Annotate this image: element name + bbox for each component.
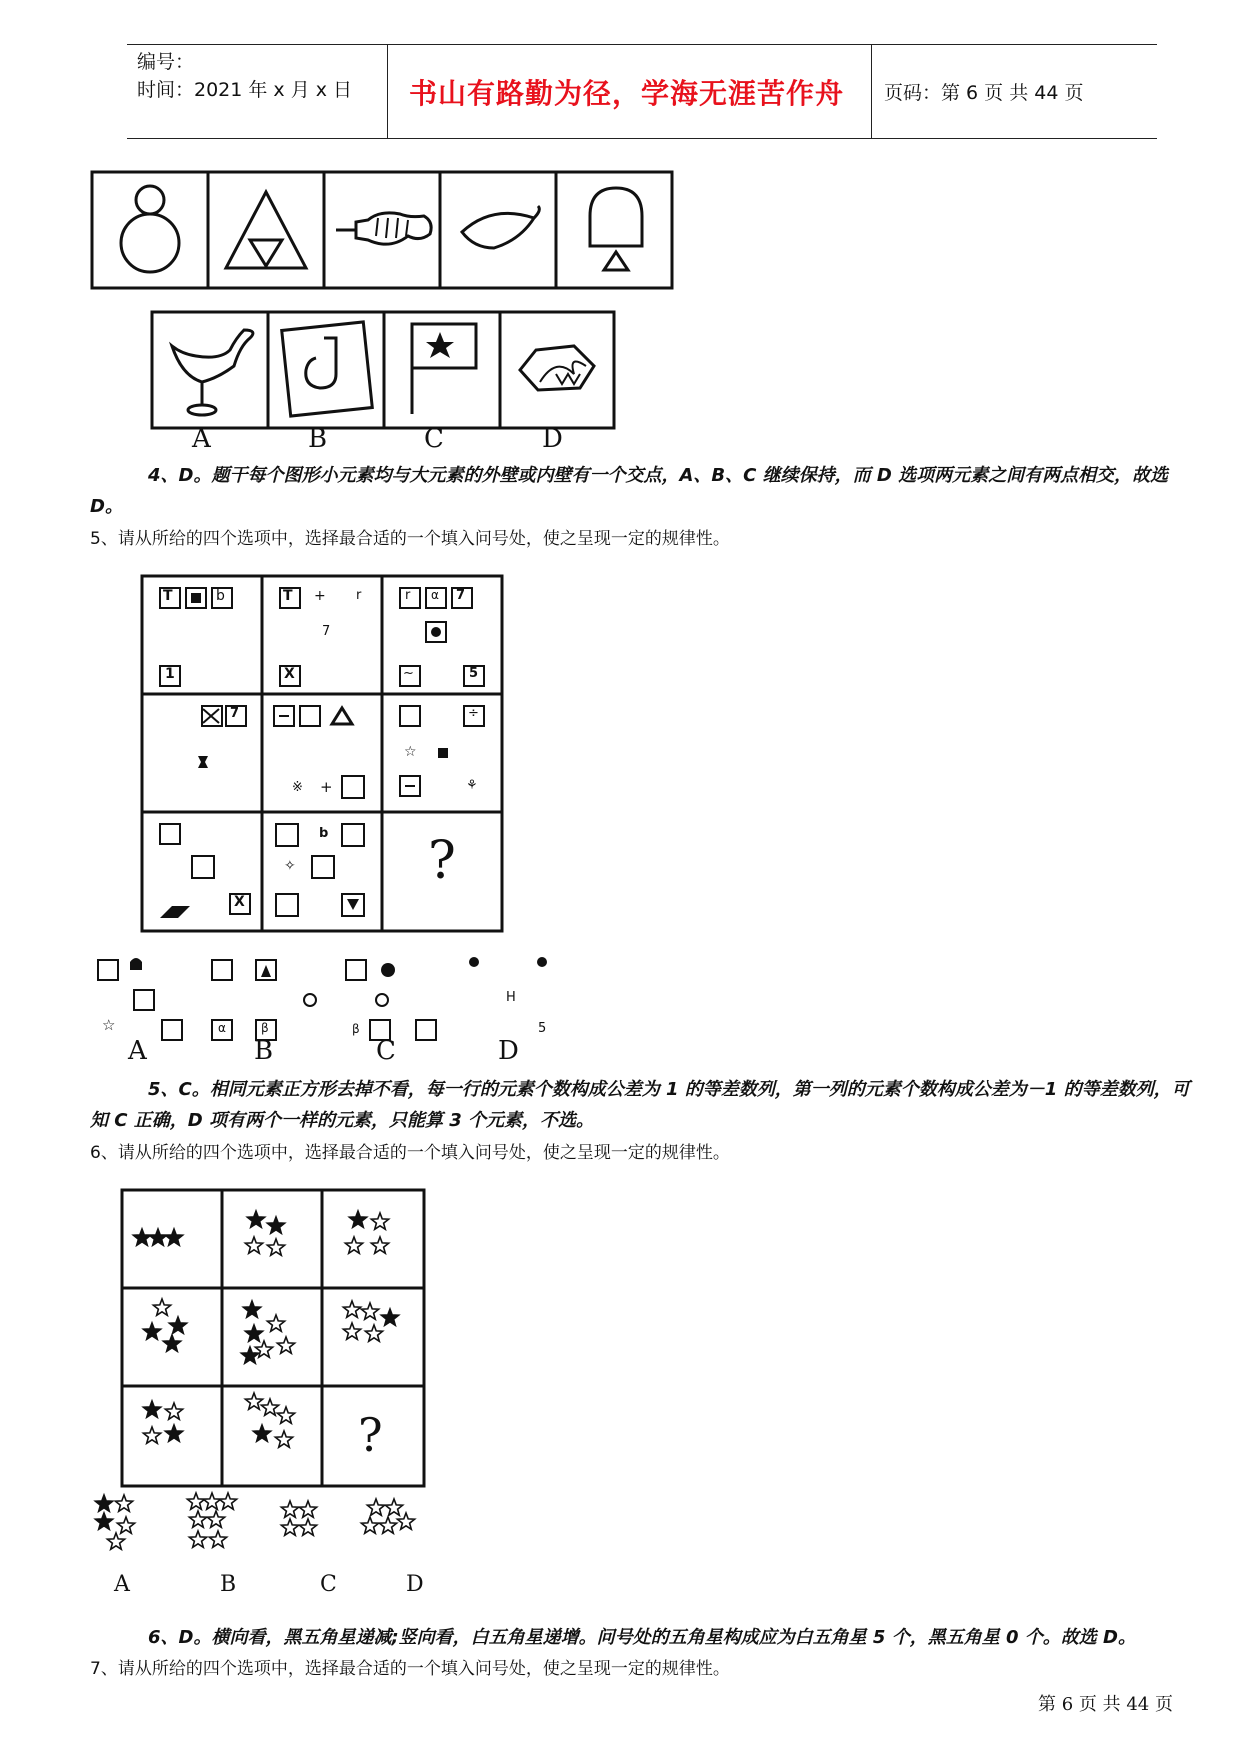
white-star-icon	[367, 1499, 384, 1515]
white-star-icon	[299, 1501, 316, 1517]
q5-r3c2-mark-2: b	[319, 826, 329, 841]
q5-question: 5、请从所给的四个选项中，选择最合适的一个填入问号处，使之呈现一定的规律性。	[90, 529, 730, 549]
q4-option-d-label: D	[542, 424, 563, 454]
q5-r1c3-mark-5: ~	[403, 666, 414, 681]
white-star-icon	[371, 1213, 388, 1229]
q5-r2c2-mark-4: ※	[292, 780, 303, 795]
q5-option-a-star: ☆	[102, 1016, 116, 1034]
black-star-icon	[245, 1325, 262, 1341]
header-top-rule	[127, 44, 1157, 45]
q6-option-a-label: A	[114, 1572, 130, 1597]
q5-question-mark: ?	[428, 831, 456, 891]
q5-filled-square-mark	[191, 593, 201, 603]
white-star-icon	[275, 1431, 292, 1447]
header-page-info: 页码：第 6 页 共 44 页	[884, 82, 1084, 104]
page-footer: 第 6 页 共 44 页	[1038, 1694, 1173, 1715]
header-time: 时间：2021 年 x 月 x 日	[137, 79, 353, 101]
q5-r1c3-mark-1: r	[405, 588, 411, 603]
black-star-icon	[149, 1229, 166, 1245]
q6-figure	[90, 1186, 470, 1610]
black-star-icon	[247, 1211, 264, 1227]
q6-option-d-label: D	[406, 1572, 424, 1597]
white-star-icon	[189, 1531, 206, 1547]
white-star-icon	[267, 1239, 284, 1255]
q4-option-a-label: A	[192, 424, 211, 454]
white-star-icon	[371, 1237, 388, 1253]
header-bottom-rule	[127, 138, 1157, 139]
q6-answer: 6、D。横向看，黑五角星递减;竖向看，白五角星递增。问号处的五角星构成应为白五角星 5 个，黑五角星 0 个。故选 D。	[148, 1627, 1136, 1648]
black-star-icon	[133, 1229, 150, 1245]
header-motto: 书山有路勤为径，学海无涯苦作舟	[409, 77, 845, 110]
q4-cell-3-shape	[336, 213, 431, 244]
q5-option-b-label: B	[254, 1036, 274, 1066]
q5-option-c-beta: β	[352, 1022, 360, 1036]
q4-option-c-shape	[412, 324, 476, 414]
white-star-icon	[361, 1303, 378, 1319]
q5-r3c2-mark-4: ✧	[284, 858, 296, 874]
q5-r2c3-mark-6: ⚘	[466, 778, 478, 793]
q5-option-b-alpha: α	[218, 1021, 226, 1035]
white-star-icon	[299, 1519, 316, 1535]
black-star-icon	[381, 1309, 398, 1325]
black-star-icon	[349, 1211, 366, 1227]
black-star-icon	[165, 1425, 182, 1441]
q5-option-d-5: 5	[538, 1021, 547, 1036]
q5-r2c3-mark-3: ☆	[404, 744, 417, 760]
white-star-icon	[187, 1493, 204, 1509]
q6-option-b-label: B	[220, 1572, 237, 1597]
white-star-icon	[165, 1403, 182, 1419]
q5-option-d-label: D	[498, 1036, 519, 1066]
white-star-icon	[207, 1511, 224, 1527]
white-star-icon	[203, 1493, 220, 1509]
q5-figure	[88, 566, 568, 1066]
q5-r1c2-mark-5: X	[284, 666, 295, 682]
q4-cell-4-shape	[462, 206, 539, 248]
black-star-icon	[95, 1513, 112, 1529]
white-star-icon	[267, 1315, 284, 1331]
q5-r1c2-mark-4: 7	[322, 624, 331, 639]
black-star-icon	[253, 1425, 270, 1441]
q5-r3c1-mark-4: X	[234, 894, 245, 910]
white-star-icon	[277, 1337, 294, 1353]
header-divider-left	[387, 44, 388, 139]
black-star-icon	[267, 1217, 284, 1233]
q5-option-a-label: A	[128, 1036, 147, 1066]
q5-option-c-label: C	[376, 1036, 396, 1066]
white-star-icon	[281, 1501, 298, 1517]
q5-r1c3-mark-6: 5	[469, 666, 479, 681]
white-star-icon	[189, 1511, 206, 1527]
q4-option-b-label: B	[308, 424, 328, 454]
white-star-icon	[153, 1299, 170, 1315]
q5-r2c2-mark-5: +	[320, 778, 333, 796]
q6-question: 6、请从所给的四个选项中，选择最合适的一个填入问号处，使之呈现一定的规律性。	[90, 1143, 730, 1163]
header-divider-right	[871, 44, 872, 139]
q6-question-mark: ?	[358, 1408, 383, 1462]
white-star-icon	[255, 1341, 272, 1357]
black-star-icon	[143, 1323, 160, 1339]
q5-r1c1-mark-4: 1	[165, 666, 175, 682]
white-star-icon	[245, 1393, 262, 1409]
black-star-icon	[165, 1229, 182, 1245]
q4-cell-2-shape	[226, 192, 306, 268]
q7-question: 7、请从所给的四个选项中，选择最合适的一个填入问号处，使之呈现一定的规律性。	[90, 1659, 730, 1679]
black-star-icon	[243, 1301, 260, 1317]
white-star-icon	[385, 1499, 402, 1515]
q4-option-b-shape	[282, 322, 373, 416]
q6-option-c-label: C	[320, 1572, 337, 1597]
q5-r2c1-mark-2: 7	[230, 706, 240, 721]
white-star-icon	[117, 1517, 134, 1533]
q4-option-a-shape	[172, 330, 253, 415]
white-star-icon	[209, 1531, 226, 1547]
q4-option-c-label: C	[424, 424, 444, 454]
q5-option-d-h: H	[506, 990, 516, 1005]
black-star-icon	[143, 1401, 160, 1417]
q5-answer: 5、C。相同元素正方形去掉不看，每一行的元素个数构成公差为 1 的等差数列，第一列的元素个数构成公差为－1 的等差数列，可知 C 正确，D 项有两个一样的元素，只能算 3 个元素，不选。	[90, 1079, 1190, 1131]
q5-r1c1-mark-1: T	[163, 588, 173, 604]
white-star-icon	[245, 1237, 262, 1253]
white-star-icon	[277, 1407, 294, 1423]
q4-cell-5-shape	[590, 188, 642, 270]
white-star-icon	[143, 1427, 160, 1443]
q5-r1c2-mark-1: T	[283, 588, 293, 604]
white-star-icon	[379, 1517, 396, 1533]
white-star-icon	[361, 1517, 378, 1533]
q5-r1c3-mark-3: 7	[456, 588, 466, 603]
q4-answer: 4、D。题干每个图形小元素均与大元素的外壁或内壁有一个交点，A、B、C 继续保持，而 D 选项两元素之间有两点相交，故选 D。	[90, 465, 1169, 517]
white-star-icon	[343, 1323, 360, 1339]
q4-figure	[90, 170, 690, 460]
q5-r1c3-mark-2: α	[431, 588, 439, 602]
white-star-icon	[115, 1495, 132, 1511]
black-star-icon	[95, 1495, 112, 1511]
q5-option-b-beta: β	[261, 1021, 269, 1035]
black-star-icon	[169, 1317, 186, 1333]
white-star-icon	[107, 1533, 124, 1549]
q5-r1c2-mark-3: r	[356, 588, 362, 603]
white-star-icon	[345, 1237, 362, 1253]
q5-r2c3-mark-2: ÷	[468, 706, 479, 721]
header-number-label: 编号：	[137, 51, 195, 73]
q4-cell-1-shape	[121, 186, 179, 272]
white-star-icon	[365, 1325, 382, 1341]
q4-option-d-shape	[520, 346, 594, 390]
q5-r1c1-mark-3: b	[216, 588, 225, 604]
white-star-icon	[219, 1493, 236, 1509]
white-star-icon	[343, 1301, 360, 1317]
black-star-icon	[241, 1347, 258, 1363]
q5-r1c2-mark-2: +	[314, 588, 326, 604]
black-star-icon	[163, 1335, 180, 1351]
white-star-icon	[281, 1519, 298, 1535]
